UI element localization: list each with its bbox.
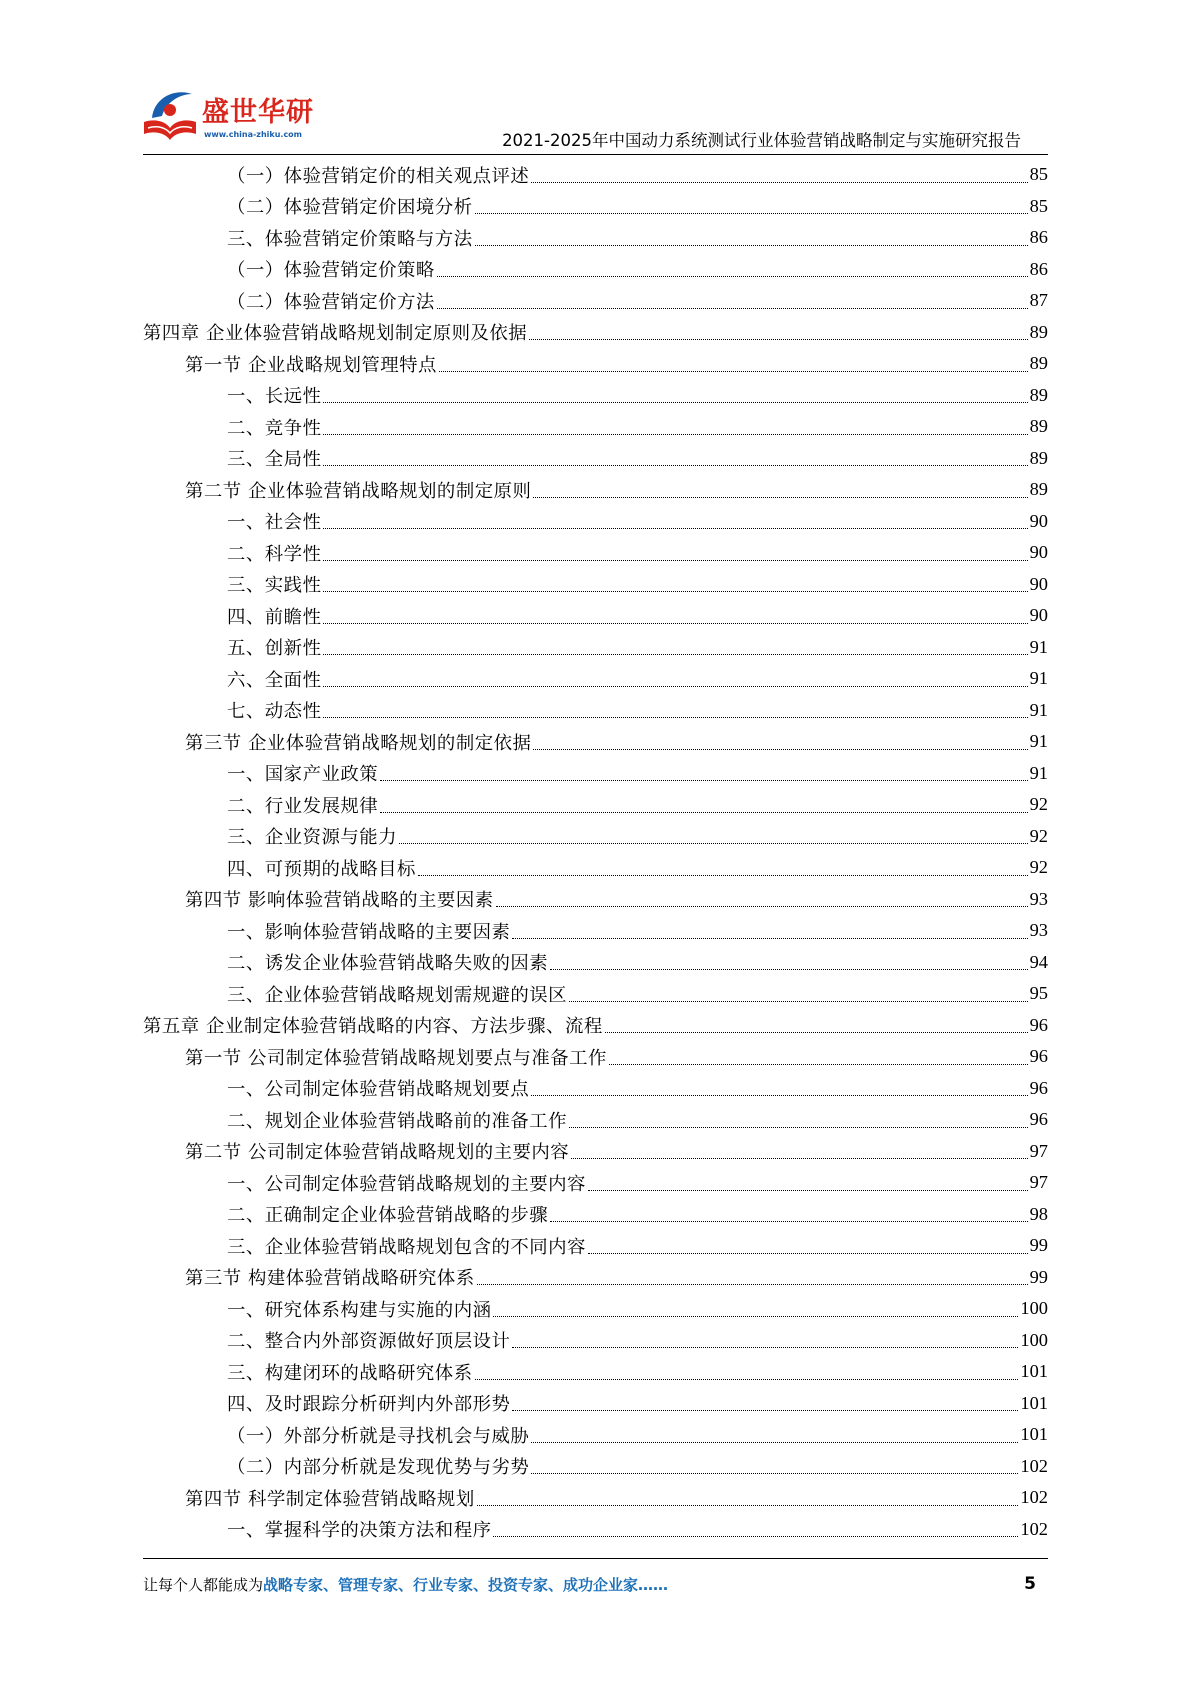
toc-entry-page: 100 xyxy=(1020,1329,1048,1350)
toc-entry[interactable] xyxy=(143,159,1048,191)
toc-entry-title: 一、影响体验营销战略的主要因素 xyxy=(227,921,511,943)
toc-leader-dots xyxy=(531,182,1027,183)
toc-entry[interactable] xyxy=(143,317,1048,349)
toc-leader-dots xyxy=(323,560,1027,561)
toc-leader-dots xyxy=(323,654,1027,655)
toc-entry[interactable] xyxy=(143,1167,1048,1199)
company-logo xyxy=(140,84,330,146)
toc-entry-title: 三、实践性 xyxy=(227,575,322,597)
toc-entry-page: 87 xyxy=(1029,290,1048,311)
toc-entry-page: 91 xyxy=(1029,699,1048,720)
toc-entry-page: 102 xyxy=(1020,1518,1048,1539)
toc-entry[interactable] xyxy=(143,1356,1048,1388)
toc-entry-title: 一、社会性 xyxy=(227,512,322,534)
toc-entry-title: 一、长远性 xyxy=(227,386,322,408)
page-footer xyxy=(143,1574,1048,1598)
toc-entry-title: （二）体验营销定价困境分析 xyxy=(227,197,473,219)
toc-leader-dots xyxy=(493,1316,1018,1317)
toc-entry[interactable] xyxy=(143,569,1048,601)
toc-entry-title: 第四节 科学制定体验营销战略规划 xyxy=(185,1488,475,1510)
toc-entry-title: 三、全局性 xyxy=(227,449,322,471)
toc-entry[interactable] xyxy=(143,443,1048,475)
report-title: 2021-2025年中国动力系统测试行业体验营销战略制定与实施研究报告 xyxy=(502,131,1021,150)
toc-entry[interactable] xyxy=(143,254,1048,286)
toc-leader-dots xyxy=(550,1221,1027,1222)
toc-entry-title: 一、掌握科学的决策方法和程序 xyxy=(227,1520,492,1542)
toc-entry-page: 92 xyxy=(1029,825,1048,846)
toc-entry[interactable] xyxy=(143,789,1048,821)
toc-leader-dots xyxy=(533,497,1027,498)
toc-entry-title: 二、规划企业体验营销战略前的准备工作 xyxy=(227,1110,568,1132)
toc-entry[interactable] xyxy=(143,506,1048,538)
toc-entry-page: 90 xyxy=(1029,542,1048,563)
toc-entry[interactable] xyxy=(143,1104,1048,1136)
toc-entry-page: 96 xyxy=(1029,1077,1048,1098)
toc-entry[interactable] xyxy=(143,1136,1048,1168)
toc-entry-page: 97 xyxy=(1029,1140,1048,1161)
toc-entry[interactable] xyxy=(143,222,1048,254)
toc-entry-page: 97 xyxy=(1029,1172,1048,1193)
toc-leader-dots xyxy=(439,371,1028,372)
toc-leader-dots xyxy=(512,1347,1018,1348)
toc-entry[interactable] xyxy=(143,1199,1048,1231)
toc-entry-page: 101 xyxy=(1020,1424,1048,1445)
toc-entry[interactable] xyxy=(143,632,1048,664)
toc-entry-title: 第一节 企业战略规划管理特点 xyxy=(185,354,437,376)
toc-leader-dots xyxy=(380,812,1027,813)
toc-leader-dots xyxy=(323,591,1027,592)
toc-entry-title: 第四节 影响体验营销战略的主要因素 xyxy=(185,890,494,912)
toc-leader-dots xyxy=(399,843,1028,844)
toc-entry[interactable] xyxy=(143,600,1048,632)
toc-entry-title: 四、前瞻性 xyxy=(227,606,322,628)
toc-entry-page: 92 xyxy=(1029,857,1048,878)
toc-entry-title: 三、构建闭环的战略研究体系 xyxy=(227,1362,473,1384)
toc-leader-dots xyxy=(323,434,1027,435)
toc-entry[interactable] xyxy=(143,1482,1048,1514)
toc-entry[interactable] xyxy=(143,1325,1048,1357)
toc-leader-dots xyxy=(477,1284,1028,1285)
toc-leader-dots xyxy=(569,1001,1028,1002)
toc-entry-title: （二）内部分析就是发现优势与劣势 xyxy=(227,1457,530,1479)
toc-entry[interactable] xyxy=(143,1073,1048,1105)
toc-leader-dots xyxy=(529,339,1027,340)
toc-entry-page: 91 xyxy=(1029,731,1048,752)
toc-entry-title: 四、及时跟踪分析研判内外部形势 xyxy=(227,1394,511,1416)
toc-entry-page: 99 xyxy=(1029,1266,1048,1287)
toc-entry-title: （二）体验营销定价方法 xyxy=(227,291,435,313)
toc-entry-page: 90 xyxy=(1029,510,1048,531)
toc-entry-page: 86 xyxy=(1029,227,1048,248)
toc-entry-title: 二、正确制定企业体验营销战略的步骤 xyxy=(227,1205,549,1227)
logo-book-icon xyxy=(140,84,200,146)
toc-leader-dots xyxy=(323,717,1027,718)
toc-entry-page: 89 xyxy=(1029,384,1048,405)
toc-entry-title: 二、整合内外部资源做好顶层设计 xyxy=(227,1331,511,1353)
toc-leader-dots xyxy=(531,1473,1018,1474)
toc-entry[interactable] xyxy=(143,1514,1048,1546)
toc-entry[interactable] xyxy=(143,1230,1048,1262)
toc-entry-title: 第五章 企业制定体验营销战略的内容、方法步骤、流程 xyxy=(143,1016,603,1038)
toc-entry[interactable] xyxy=(143,411,1048,443)
toc-entry[interactable] xyxy=(143,978,1048,1010)
toc-entry-page: 90 xyxy=(1029,573,1048,594)
toc-entry-page: 85 xyxy=(1029,195,1048,216)
toc-entry-page: 102 xyxy=(1020,1487,1048,1508)
toc-entry[interactable] xyxy=(143,1419,1048,1451)
toc-entry[interactable] xyxy=(143,191,1048,223)
toc-entry-page: 91 xyxy=(1029,762,1048,783)
toc-entry-page: 89 xyxy=(1029,416,1048,437)
toc-entry-title: 第一节 公司制定体验营销战略规划要点与准备工作 xyxy=(185,1047,607,1069)
toc-leader-dots xyxy=(437,276,1028,277)
toc-entry[interactable] xyxy=(143,1041,1048,1073)
toc-entry-title: 二、竞争性 xyxy=(227,417,322,439)
toc-entry-page: 101 xyxy=(1020,1361,1048,1382)
toc-leader-dots xyxy=(475,1379,1019,1380)
toc-entry-page: 96 xyxy=(1029,1046,1048,1067)
toc-entry[interactable] xyxy=(143,285,1048,317)
toc-entry-page: 96 xyxy=(1029,1109,1048,1130)
logo-url: www.china-zhiku.com xyxy=(204,130,303,139)
toc-entry-page: 98 xyxy=(1029,1203,1048,1224)
toc-entry-title: （一）体验营销定价策略 xyxy=(227,260,435,282)
toc-entry[interactable] xyxy=(143,1010,1048,1042)
toc-entry-title: 六、全面性 xyxy=(227,669,322,691)
toc-leader-dots xyxy=(475,213,1028,214)
toc-entry-page: 89 xyxy=(1029,447,1048,468)
toc-leader-dots xyxy=(512,938,1027,939)
table-of-contents xyxy=(143,159,1048,1545)
toc-entry[interactable] xyxy=(143,821,1048,853)
toc-entry[interactable] xyxy=(143,726,1048,758)
toc-entry-title: 二、诱发企业体验营销战略失败的因素 xyxy=(227,953,549,975)
toc-entry[interactable] xyxy=(143,348,1048,380)
toc-entry-title: 第二节 公司制定体验营销战略规划的主要内容 xyxy=(185,1142,570,1164)
toc-leader-dots xyxy=(605,1032,1028,1033)
toc-entry-page: 85 xyxy=(1029,164,1048,185)
header-divider xyxy=(143,154,1048,155)
toc-entry-title: 第四章 企业体验营销战略规划制定原则及依据 xyxy=(143,323,528,345)
toc-leader-dots xyxy=(569,1127,1028,1128)
toc-entry-page: 89 xyxy=(1029,321,1048,342)
toc-leader-dots xyxy=(323,686,1027,687)
toc-leader-dots xyxy=(323,465,1027,466)
toc-entry-title: 一、公司制定体验营销战略规划的主要内容 xyxy=(227,1173,586,1195)
toc-entry-page: 96 xyxy=(1029,1014,1048,1035)
toc-entry-title: 三、体验营销定价策略与方法 xyxy=(227,228,473,250)
toc-entry-page: 86 xyxy=(1029,258,1048,279)
toc-entry[interactable] xyxy=(143,474,1048,506)
toc-entry-title: 第三节 构建体验营销战略研究体系 xyxy=(185,1268,475,1290)
toc-entry[interactable] xyxy=(143,947,1048,979)
toc-leader-dots xyxy=(609,1064,1028,1065)
toc-entry[interactable] xyxy=(143,537,1048,569)
toc-entry-title: 第三节 企业体验营销战略规划的制定依据 xyxy=(185,732,532,754)
toc-leader-dots xyxy=(550,969,1027,970)
toc-entry[interactable] xyxy=(143,758,1048,790)
toc-entry-title: 一、公司制定体验营销战略规划要点 xyxy=(227,1079,530,1101)
toc-entry-title: 第二节 企业体验营销战略规划的制定原则 xyxy=(185,480,532,502)
toc-entry[interactable] xyxy=(143,1262,1048,1294)
toc-entry-title: 四、可预期的战略目标 xyxy=(227,858,416,880)
toc-leader-dots xyxy=(437,308,1028,309)
toc-entry-title: 二、行业发展规律 xyxy=(227,795,379,817)
toc-entry-page: 100 xyxy=(1020,1298,1048,1319)
toc-entry-page: 94 xyxy=(1029,951,1048,972)
toc-entry-page: 89 xyxy=(1029,353,1048,374)
toc-entry[interactable] xyxy=(143,1293,1048,1325)
toc-leader-dots xyxy=(418,875,1028,876)
toc-entry-page: 89 xyxy=(1029,479,1048,500)
toc-entry-page: 91 xyxy=(1029,668,1048,689)
toc-entry-page: 102 xyxy=(1020,1455,1048,1476)
toc-leader-dots xyxy=(533,749,1027,750)
toc-entry-title: 七、动态性 xyxy=(227,701,322,723)
toc-entry[interactable] xyxy=(143,663,1048,695)
toc-entry-page: 93 xyxy=(1029,888,1048,909)
toc-entry-title: 二、科学性 xyxy=(227,543,322,565)
footer-divider xyxy=(143,1558,1048,1559)
toc-entry[interactable] xyxy=(143,1388,1048,1420)
toc-entry-title: （一）体验营销定价的相关观点评述 xyxy=(227,165,530,187)
footer-slogan-roles: 战略专家、管理专家、行业专家、投资专家、成功企业家…… xyxy=(263,1576,669,1594)
toc-leader-dots xyxy=(496,906,1028,907)
toc-entry-page: 99 xyxy=(1029,1235,1048,1256)
toc-entry[interactable] xyxy=(143,1451,1048,1483)
toc-leader-dots xyxy=(571,1158,1027,1159)
toc-entry-page: 93 xyxy=(1029,920,1048,941)
toc-entry-page: 90 xyxy=(1029,605,1048,626)
toc-leader-dots xyxy=(493,1536,1018,1537)
footer-slogan-lead: 让每个人都能成为 xyxy=(143,1576,264,1594)
toc-leader-dots xyxy=(512,1410,1018,1411)
page-header xyxy=(0,0,1191,160)
toc-entry-page: 92 xyxy=(1029,794,1048,815)
toc-entry-title: 一、国家产业政策 xyxy=(227,764,379,786)
toc-entry-page: 95 xyxy=(1029,983,1048,1004)
toc-entry[interactable] xyxy=(143,915,1048,947)
toc-entry-page: 101 xyxy=(1020,1392,1048,1413)
toc-leader-dots xyxy=(323,623,1027,624)
toc-entry-title: 一、研究体系构建与实施的内涵 xyxy=(227,1299,492,1321)
toc-leader-dots xyxy=(323,528,1027,529)
toc-entry[interactable] xyxy=(143,852,1048,884)
toc-entry[interactable] xyxy=(143,380,1048,412)
toc-entry-title: 五、创新性 xyxy=(227,638,322,660)
toc-leader-dots xyxy=(477,1505,1019,1506)
page-number: 5 xyxy=(1024,1574,1036,1594)
toc-leader-dots xyxy=(588,1190,1028,1191)
toc-entry[interactable] xyxy=(143,695,1048,727)
toc-entry-title: 三、企业资源与能力 xyxy=(227,827,398,849)
toc-entry-title: 三、企业体验营销战略规划需规避的误区 xyxy=(227,984,568,1006)
toc-leader-dots xyxy=(531,1442,1018,1443)
toc-entry-page: 91 xyxy=(1029,636,1048,657)
toc-leader-dots xyxy=(323,402,1027,403)
logo-text: 盛世华研 xyxy=(202,97,314,128)
toc-leader-dots xyxy=(475,245,1028,246)
toc-entry[interactable] xyxy=(143,884,1048,916)
toc-leader-dots xyxy=(531,1095,1027,1096)
toc-leader-dots xyxy=(588,1253,1028,1254)
toc-entry-title: （一）外部分析就是寻找机会与威胁 xyxy=(227,1425,530,1447)
toc-entry-title: 三、企业体验营销战略规划包含的不同内容 xyxy=(227,1236,586,1258)
toc-leader-dots xyxy=(380,780,1027,781)
